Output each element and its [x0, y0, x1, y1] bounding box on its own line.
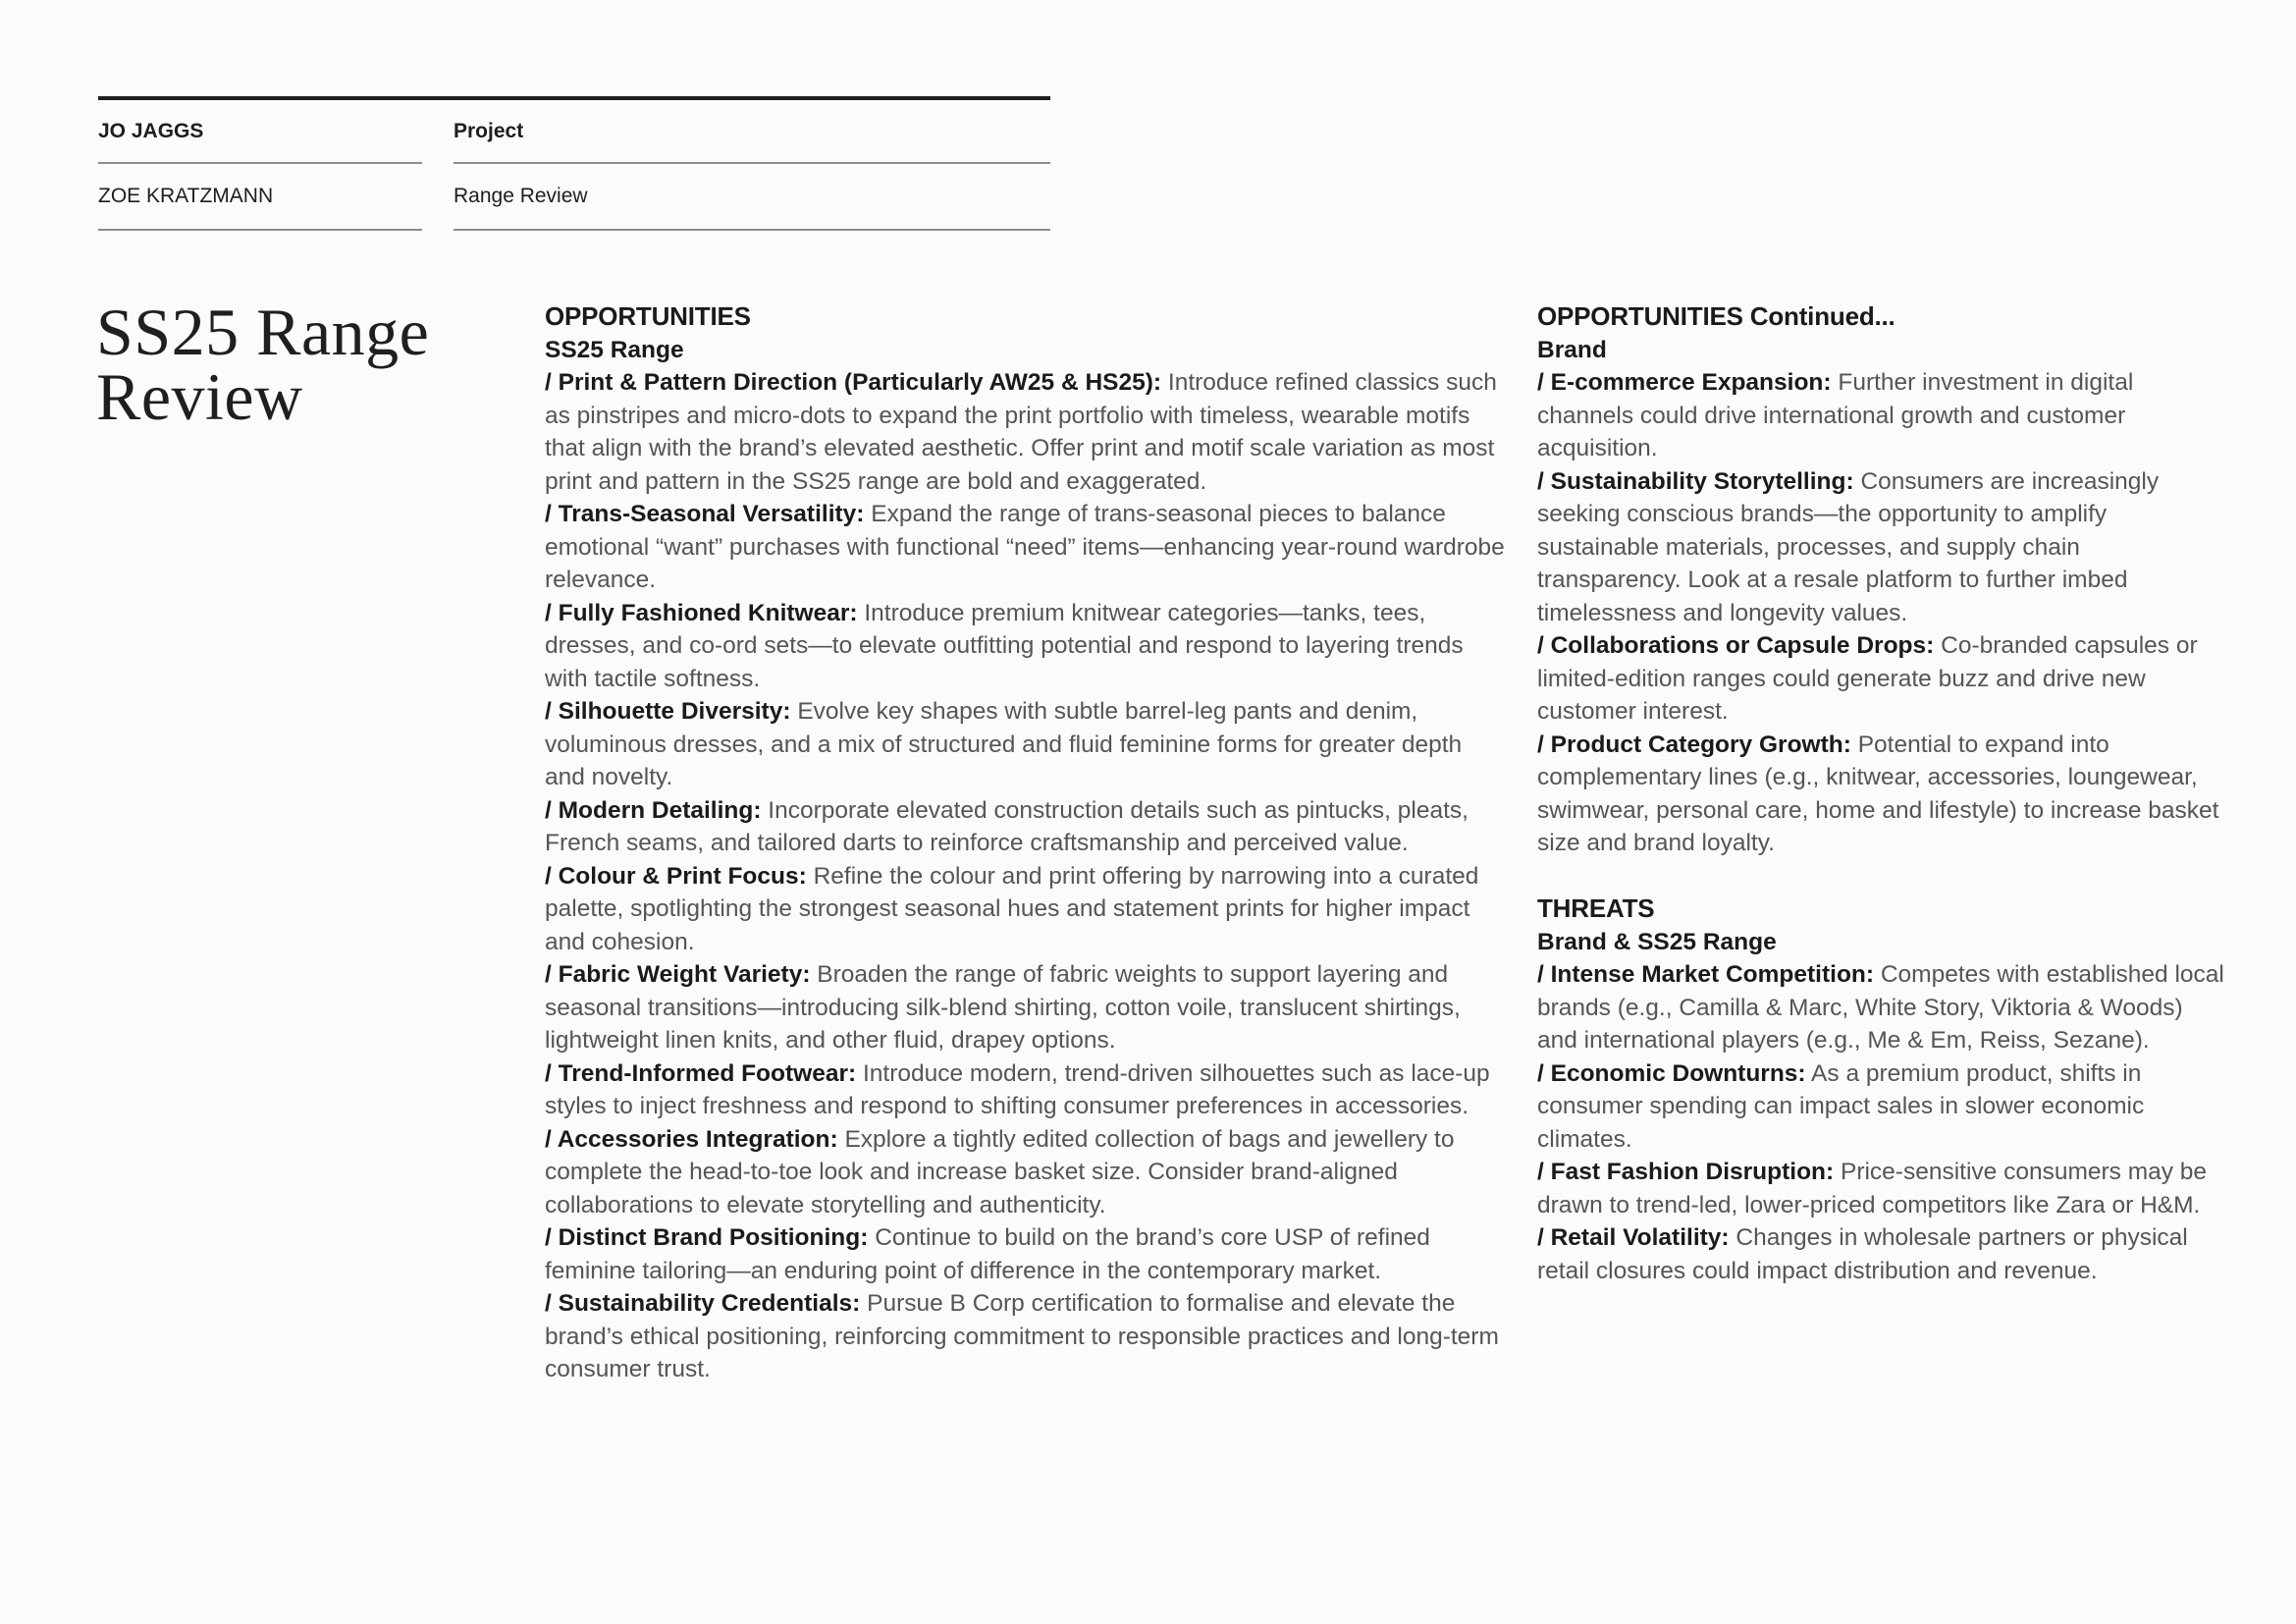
list-item [545, 366, 1507, 498]
item-text: Continue to build on the brand’s core USP of refined feminine tailoring—an enduring point of difference in the contemporary market. [545, 1224, 1430, 1284]
section-heading: THREATS [1537, 893, 1655, 923]
list-item [545, 794, 1507, 860]
item-text: Incorporate elevated construction details such as pintucks, pleats, French seams, and tailored darts to reinforce craftsmanship and perceived value. [545, 796, 1468, 856]
item-label: / E-commerce Expansion: [1537, 369, 1832, 396]
item-text: Refine the colour and print offering by narrowing into a curated palette, spotlighting the strongest seasonal hues and statement prints for higher impact and cohesion. [545, 862, 1479, 955]
opportunity-list [1537, 366, 2224, 860]
item-label: / Silhouette Diversity: [545, 698, 791, 725]
item-label: / Collaborations or Capsule Drops: [1537, 632, 1935, 659]
item-text: Co-branded capsules or limited-edition ranges could generate buzz and drive new customer interest. [1537, 632, 2198, 725]
item-text: Pursue B Corp certification to formalise and elevate the brand’s ethical positioning, reinforcing commitment to responsible practices and long-term consumer trust. [545, 1290, 1499, 1382]
item-text: Consumers are increasingly seeking conscious brands—the opportunity to amplify sustainable materials, processes, and supply chain transparency. Look at a resale platform to further imbed timelessness and longevity values. [1537, 467, 2160, 626]
item-label: / Intense Market Competition: [1537, 961, 1875, 988]
section-heading: OPPORTUNITIES Continued... [1537, 301, 1896, 331]
item-label: / Sustainability Storytelling: [1537, 467, 1854, 495]
item-text: Price-sensitive consumers may be drawn to trend-led, lower-priced competitors like Zara or H&M. [1537, 1159, 2208, 1218]
header-rule [454, 229, 1050, 231]
list-item [545, 1057, 1507, 1123]
item-label: / Trans-Seasonal Versatility: [545, 501, 865, 527]
list-item [545, 958, 1507, 1057]
item-label: / Product Category Growth: [1537, 731, 1851, 758]
page-title [96, 295, 430, 434]
list-item [1537, 465, 2224, 630]
opportunities-column [545, 300, 1507, 1386]
list-item [545, 597, 1507, 696]
list-item [1537, 958, 2224, 1057]
brand-name: JO JAGGS [98, 120, 204, 142]
list-item [545, 1287, 1507, 1386]
list-item [1537, 366, 2224, 465]
list-item [1537, 1057, 2224, 1157]
item-text: Further investment in digital channels could drive international growth and customer acquisition. [1537, 369, 2134, 461]
continued-column [1537, 300, 2224, 1287]
item-label: / Retail Volatility: [1537, 1224, 1730, 1251]
page-title-line: SS25 Range [96, 295, 430, 369]
list-item [545, 695, 1507, 794]
item-text: Competes with established local brands (e.g., Camilla & Marc, White Story, Viktoria & Woods) and international players (e.g., Me & Em, Reiss, Sezane). [1537, 961, 2224, 1054]
author-name: ZOE KRATZMANN [98, 185, 274, 207]
list-item [545, 860, 1507, 959]
page-title-line: Review [96, 359, 303, 434]
list-item [545, 498, 1507, 597]
item-text: Potential to expand into complementary lines (e.g., knitwear, accessories, loungewear, swimwear, personal care, home and lifestyle) to increase basket size and brand loyalty. [1537, 731, 2219, 856]
project-label: Project [454, 120, 524, 142]
item-text: Evolve key shapes with subtle barrel-leg pants and denim, voluminous dresses, and a mix of structured and fluid feminine forms for greater depth and novelty. [545, 698, 1463, 790]
opportunity-list [545, 366, 1507, 1386]
header-rule [98, 229, 422, 231]
list-item [1537, 729, 2224, 860]
item-text: Introduce refined classics such as pinstripes and micro-dots to expand the print portfolio with timeless, wearable motifs that align with the brand’s elevated aesthetic. Offer print and motif scale variation as most print and pattern in the SS25 range are bold and exaggerated. [545, 369, 1497, 495]
list-item [1537, 1156, 2224, 1221]
item-label: / Modern Detailing: [545, 796, 762, 824]
section-subheading: SS25 Range [545, 336, 684, 363]
header-top-rule [98, 96, 1050, 100]
threat-list [1537, 958, 2224, 1287]
list-item [1537, 629, 2224, 729]
item-text: Explore a tightly edited collection of bags and jewellery to complete the head-to-toe look and increase basket size. Consider brand-aligned collaborations to elevate storytelling and authenticity. [545, 1125, 1455, 1218]
item-text: As a premium product, shifts in consumer spending can impact sales in slower economic climates. [1537, 1059, 2145, 1153]
item-label: / Sustainability Credentials: [545, 1290, 861, 1317]
item-label: / Print & Pattern Direction (Particularly AW25 & HS25): [545, 369, 1162, 396]
item-text: Introduce premium knitwear categories—tanks, tees, dresses, and co-ord sets—to elevate outfitting potential and respond to layering trends with tactile softness. [545, 599, 1464, 692]
list-item [545, 1221, 1507, 1287]
section-heading: OPPORTUNITIES [545, 301, 751, 331]
item-text: Changes in wholesale partners or physical retail closures could impact distribution and revenue. [1537, 1224, 2188, 1284]
item-label: / Fabric Weight Variety: [545, 961, 811, 988]
item-text: Introduce modern, trend-driven silhouettes such as lace-up styles to inject freshness and respond to shifting consumer preferences in accessories. [545, 1059, 1490, 1119]
item-text: Expand the range of trans-seasonal pieces to balance emotional “want” purchases with functional “need” items—enhancing year-round wardrobe relevance. [545, 501, 1505, 593]
section-subheading: Brand & SS25 Range [1537, 928, 1777, 955]
item-label: / Fast Fashion Disruption: [1537, 1159, 1835, 1185]
header-rule [98, 162, 422, 164]
item-label: / Colour & Print Focus: [545, 862, 807, 890]
list-item [545, 1123, 1507, 1222]
item-text: Broaden the range of fabric weights to support layering and seasonal transitions—introducing silk-blend shirting, cotton voile, translucent shirtings, lightweight linen knits, and other fluid, drapey options. [545, 961, 1461, 1054]
item-label: / Economic Downturns: [1537, 1059, 1806, 1087]
list-item [1537, 1221, 2224, 1287]
item-label: / Fully Fashioned Knitwear: [545, 599, 858, 626]
item-label: / Distinct Brand Positioning: [545, 1224, 869, 1251]
section-gap [1537, 860, 2224, 893]
project-value: Range Review [454, 185, 588, 207]
section-subheading: Brand [1537, 336, 1607, 363]
header-rule [454, 162, 1050, 164]
item-label: / Accessories Integration: [545, 1125, 838, 1153]
item-label: / Trend-Informed Footwear: [545, 1059, 857, 1087]
